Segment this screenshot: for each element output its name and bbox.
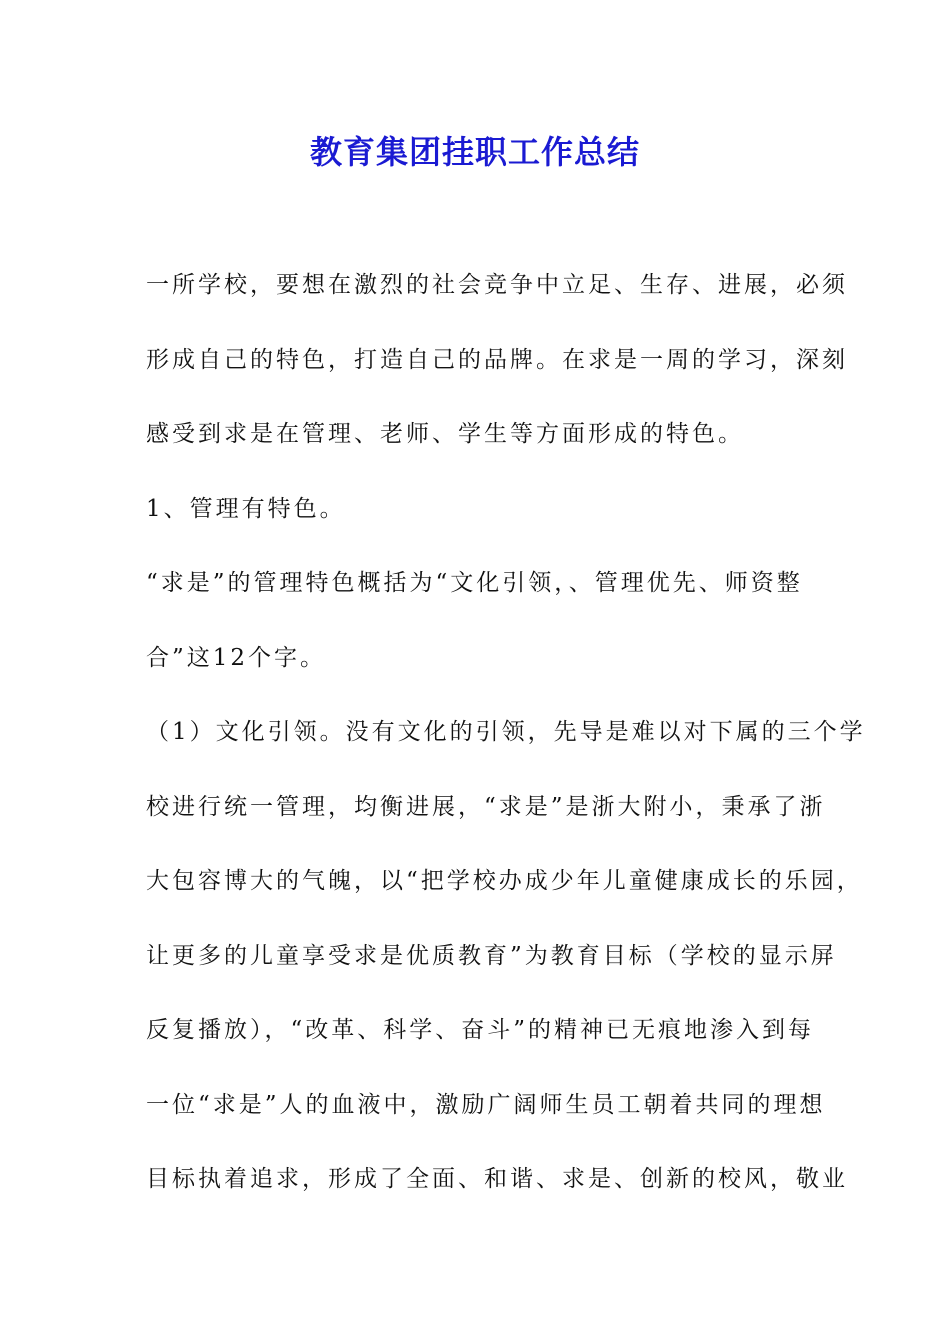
- paragraph-line-6: 合”这12个字。: [146, 644, 327, 671]
- document-title: 教育集团挂职工作总结: [309, 133, 640, 171]
- paragraph-line-5: “求是”的管理特色概括为“文化引领，、管理优先、师资整: [146, 570, 803, 596]
- paragraph-line-1: 一所学校，要想在激烈的社会竞争中立足、生存、进展，必须: [146, 272, 848, 298]
- paragraph-line-9: 大包容博大的气魄，以“把学校办成少年儿童健康成长的乐园，: [146, 868, 863, 894]
- paragraph-line-7: （1）文化引领。没有文化的引领，先导是难以对下属的三个学: [146, 719, 866, 745]
- paragraph-line-10: 让更多的儿童享受求是优质教育”为教育目标（学校的显示屏: [146, 942, 837, 969]
- document-body: [146, 262, 866, 1231]
- paragraph-line-11: 反复播放），“改革、科学、奋斗”的精神已无痕地渗入到每: [146, 1017, 815, 1043]
- paragraph-line-13: 目标执着追求，形成了全面、和谐、求是、创新的校风，敬业: [146, 1166, 848, 1192]
- paragraph-line-2: 形成自己的特色，打造自己的品牌。在求是一周的学习，深刻: [146, 346, 848, 373]
- paragraph-line-12: 一位“求是”人的血液中，激励广阔师生员工朝着共同的理想: [146, 1091, 826, 1118]
- paragraph-line-8: 校进行统一管理，均衡进展，“求是”是浙大附小，秉承了浙: [146, 793, 826, 820]
- section-heading: 1、管理有特色。: [146, 495, 346, 522]
- paragraph-line-3: 感受到求是在管理、老师、学生等方面形成的特色。: [146, 421, 744, 447]
